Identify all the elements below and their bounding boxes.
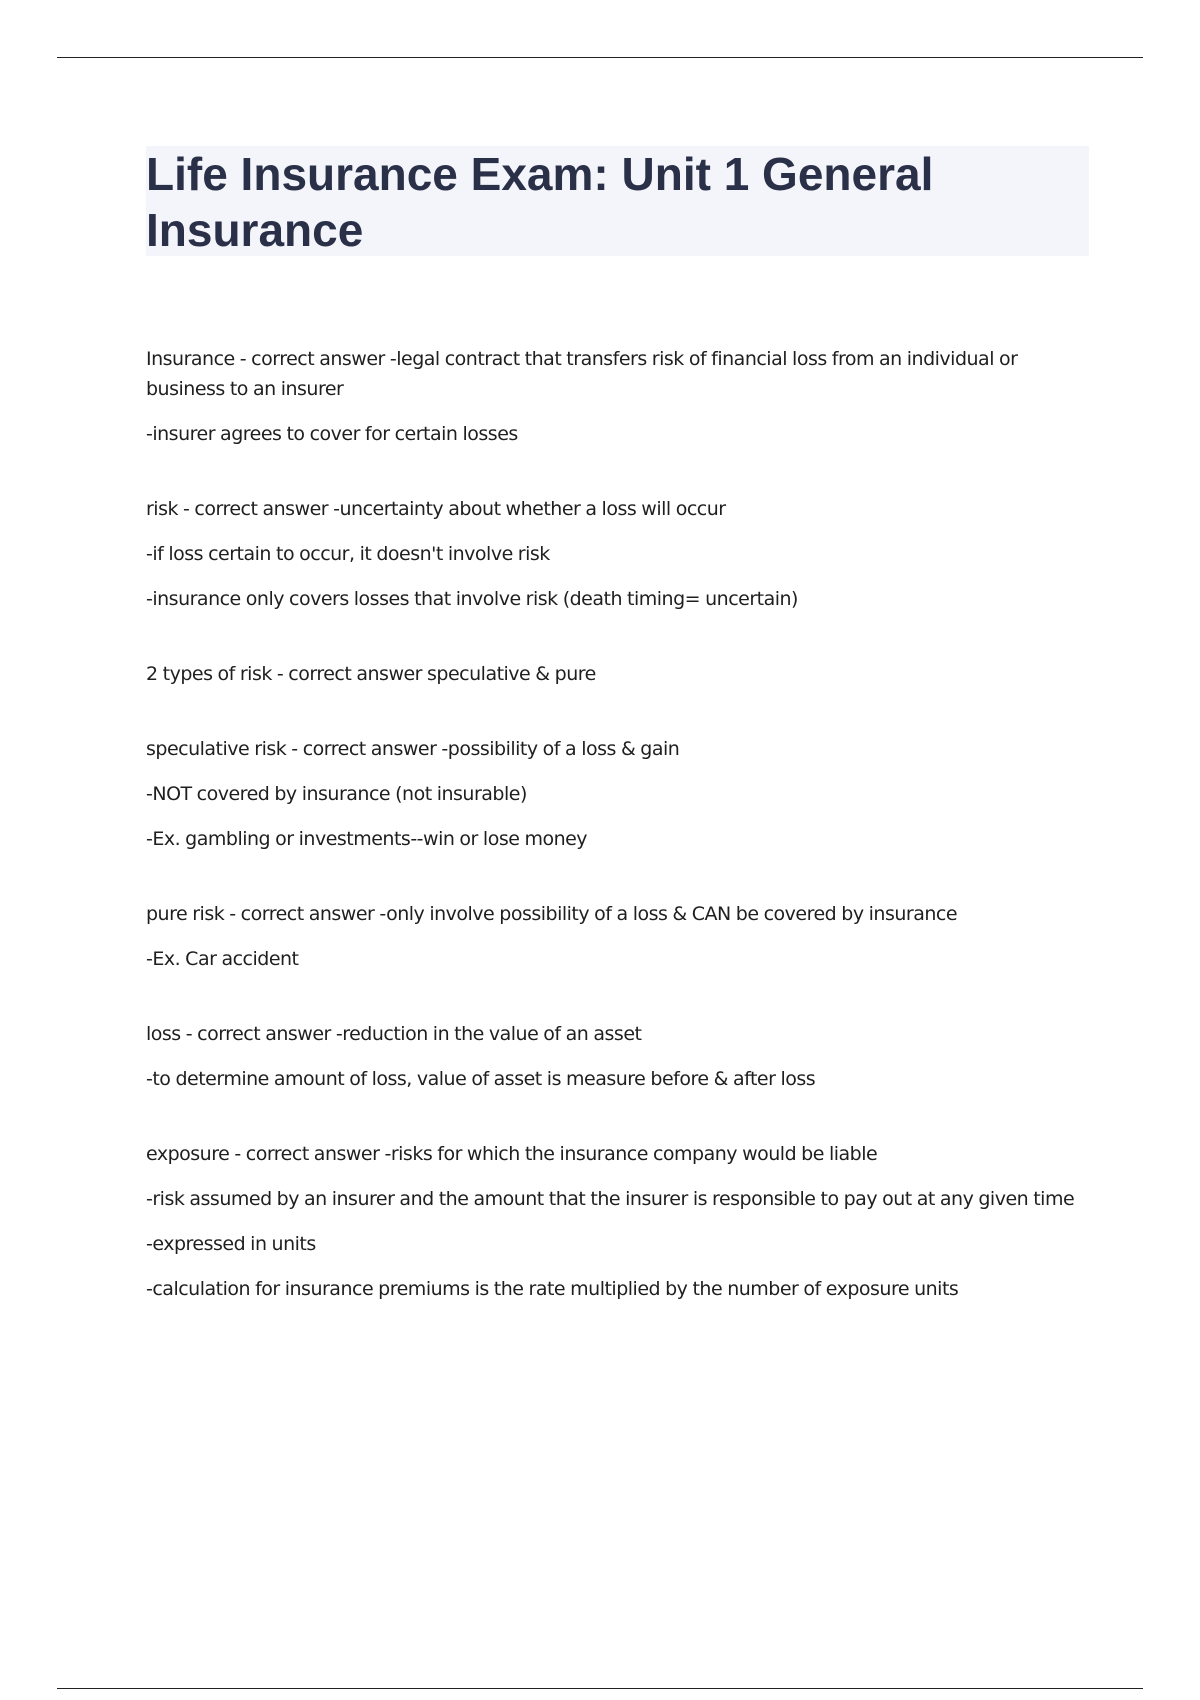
entry-line: speculative risk - correct answer -possibility of a loss & gain (146, 738, 680, 760)
document-body (146, 344, 1096, 1349)
entry-insurance (146, 344, 1096, 449)
entry-line: risk - correct answer -uncertainty about whether a loss will occur (146, 498, 726, 520)
entry-line: -to determine amount of loss, value of asset is measure before & after loss (146, 1068, 816, 1090)
entry-line: -NOT covered by insurance (not insurable) (146, 783, 527, 805)
top-rule (57, 57, 1143, 58)
entry-line: 2 types of risk - correct answer speculative & pure (146, 663, 596, 685)
entry-line: -risk assumed by an insurer and the amount that the insurer is responsible to pay out at any given time (146, 1188, 1075, 1210)
entry-line: -insurer agrees to cover for certain losses (146, 423, 518, 445)
entry-loss (146, 1019, 1096, 1094)
entry-line: pure risk - correct answer -only involve possibility of a loss & CAN be covered by insurance (146, 903, 958, 925)
entry-line: loss - correct answer -reduction in the value of an asset (146, 1023, 642, 1045)
entry-line: exposure - correct answer -risks for which the insurance company would be liable (146, 1143, 878, 1165)
page-title: Life Insurance Exam: Unit 1 General Insurance (146, 148, 934, 256)
entry-line: -expressed in units (146, 1233, 316, 1255)
entry-line: -Ex. Car accident (146, 948, 299, 970)
entry-exposure (146, 1139, 1096, 1304)
entry-risk (146, 494, 1096, 614)
entry-speculative-risk (146, 734, 1096, 854)
entry-line: Insurance - correct answer -legal contract that transfers risk of financial loss from an individual or business to an insurer (146, 348, 1018, 400)
entry-pure-risk (146, 899, 1096, 974)
entry-line: -insurance only covers losses that involve risk (death timing= uncertain) (146, 588, 798, 610)
title-banner (146, 146, 1089, 256)
entry-line: -calculation for insurance premiums is the rate multiplied by the number of exposure units (146, 1278, 959, 1300)
entry-line: -Ex. gambling or investments--win or lose money (146, 828, 588, 850)
entry-types-of-risk (146, 659, 1096, 689)
bottom-rule (57, 1688, 1143, 1689)
entry-line: -if loss certain to occur, it doesn't involve risk (146, 543, 550, 565)
